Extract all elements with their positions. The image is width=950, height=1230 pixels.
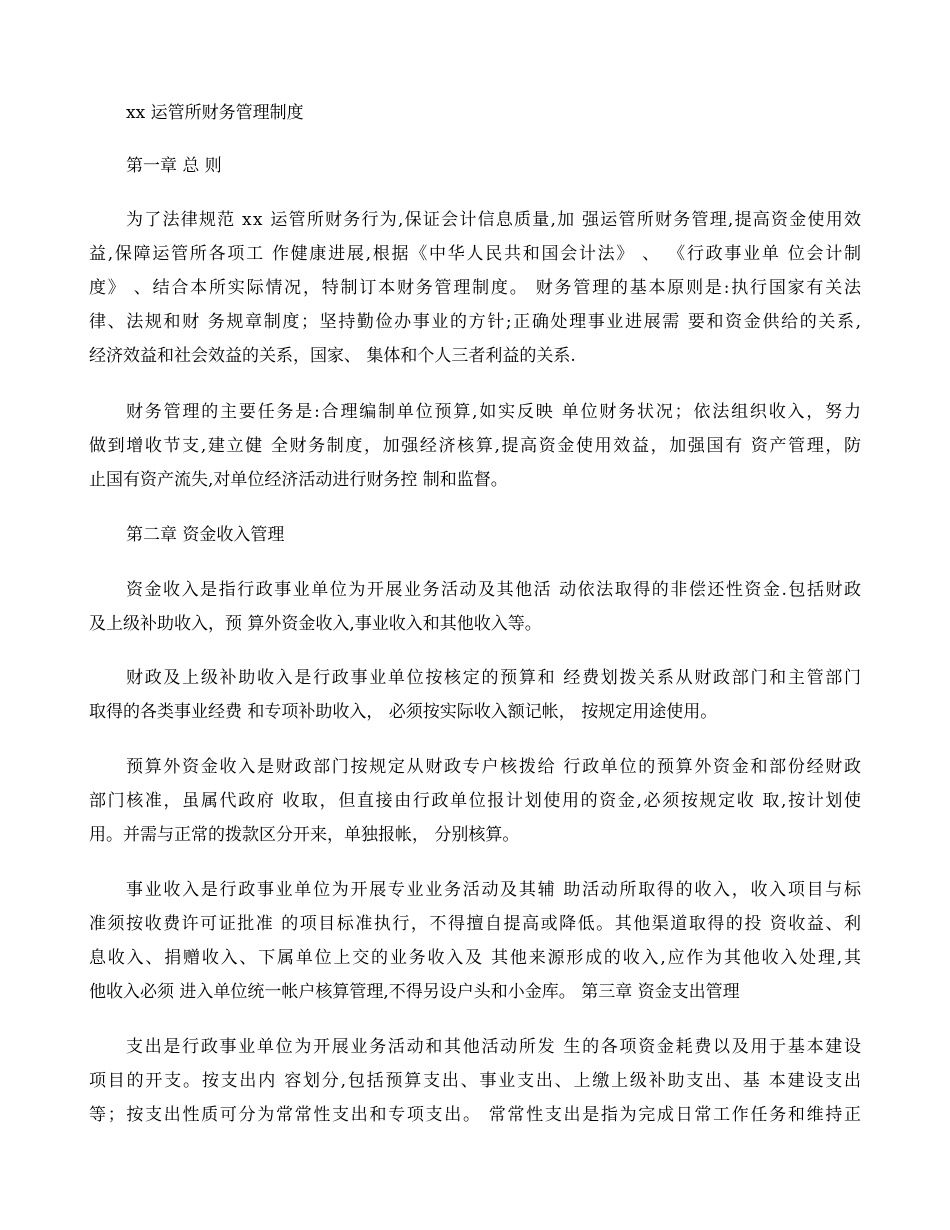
paragraph-7-line-3: 等；按支出性质可分为常常性支出和专项支出。 常常性支出是指为完成日常工作任务和维持正 [89,1105,863,1125]
paragraph-3-line-1: 资金收入是指行政事业单位为开展业务活动及其他活 动依法取得的非偿还性资金.包括财政 [126,580,863,600]
paragraph-7-line-1: 支出是行政事业单位为开展业务活动和其他活动所发 生的各项资金耗费以及用于基本建设 [126,1037,863,1057]
paragraph-5-line-2: 部门核准，虽属代政府 收取，但直接由行政单位报计划使用的资金,必须按规定收 取,按计划使 [89,791,863,811]
paragraph-4-line-2: 取得的各类事业经费 和专项补助收入， 必须按实际收入额记帐， 按规定用途使用。 [89,702,718,722]
paragraph-5-line-1: 预算外资金收入是财政部门按规定从财政专户核拨给 行政单位的预算外资金和部份经财政 [126,757,863,777]
paragraph-6-line-2: 准须按收费许可证批准 的项目标准执行，不得擅自提高或降低。其他渠道取得的投 资收益、利 [89,914,863,934]
paragraph-1-line-1: 为了法律规范 xx 运管所财务行为,保证会计信息质量,加 强运管所财务管理,提高资金使用效 [126,210,863,230]
paragraph-2-line-2: 做到增收节支,建立健 全财务制度，加强经济核算,提高资金使用效益，加强国有 资产管理，防 [89,436,863,456]
chapter-2-heading: 第二章 资金收入管理 [126,525,285,545]
paragraph-1-line-4: 律、法规和财 务规章制度；坚持勤俭办事业的方针;正确处理事业进展需 要和资金供给的关系, [89,312,863,332]
paragraph-2-line-1: 财务管理的主要任务是:合理编制单位预算,如实反映 单位财务状况；依法组织收入，努力 [126,402,863,422]
chapter-1-heading: 第一章 总 则 [126,156,222,176]
paragraph-5-line-3: 用。并需与正常的拨款区分开来，单独报帐， 分别核算。 [89,825,520,845]
paragraph-3-line-2: 及上级补助收入，预 算外资金收入,事业收入和其他收入等。 [89,614,542,634]
paragraph-1-line-3: 度》 、结合本所实际情况，特制订本财务管理制度。 财务管理的基本原则是:执行国家有关法 [89,278,863,298]
paragraph-2-line-3: 止国有资产流失,对单位经济活动进行财务控 制和监督。 [89,470,508,490]
paragraph-7-line-2: 项目的开支。按支出内 容划分,包括预算支出、事业支出、上缴上级补助支出、基 本建设支出 [89,1071,863,1091]
paragraph-4-line-1: 财政及上级补助收入是行政事业单位按核定的预算和 经费划拨关系从财政部门和主管部门 [126,668,863,688]
document-title: xx 运管所财务管理制度 [126,103,304,123]
paragraph-1-line-2: 益,保障运管所各项工 作健康进展,根据《中华人民共和国会计法》 、 《行政事业单 位会计制 [89,244,863,264]
paragraph-6-line-4: 他收入必须 进入单位统一帐户核算管理,不得另设户头和小金库。 第三章 资金支出管理 [89,982,740,1002]
paragraph-6-line-3: 息收入、捐赠收入、下属单位上交的业务收入及 其他来源形成的收入,应作为其他收入处理,其 [89,948,863,968]
paragraph-6-line-1: 事业收入是行政事业单位为开展专业业务活动及其辅 助活动所取得的收入，收入项目与标 [126,880,863,900]
paragraph-1-line-5: 经济效益和社会效益的关系，国家、 集体和个人三者利益的关系. [89,346,576,366]
